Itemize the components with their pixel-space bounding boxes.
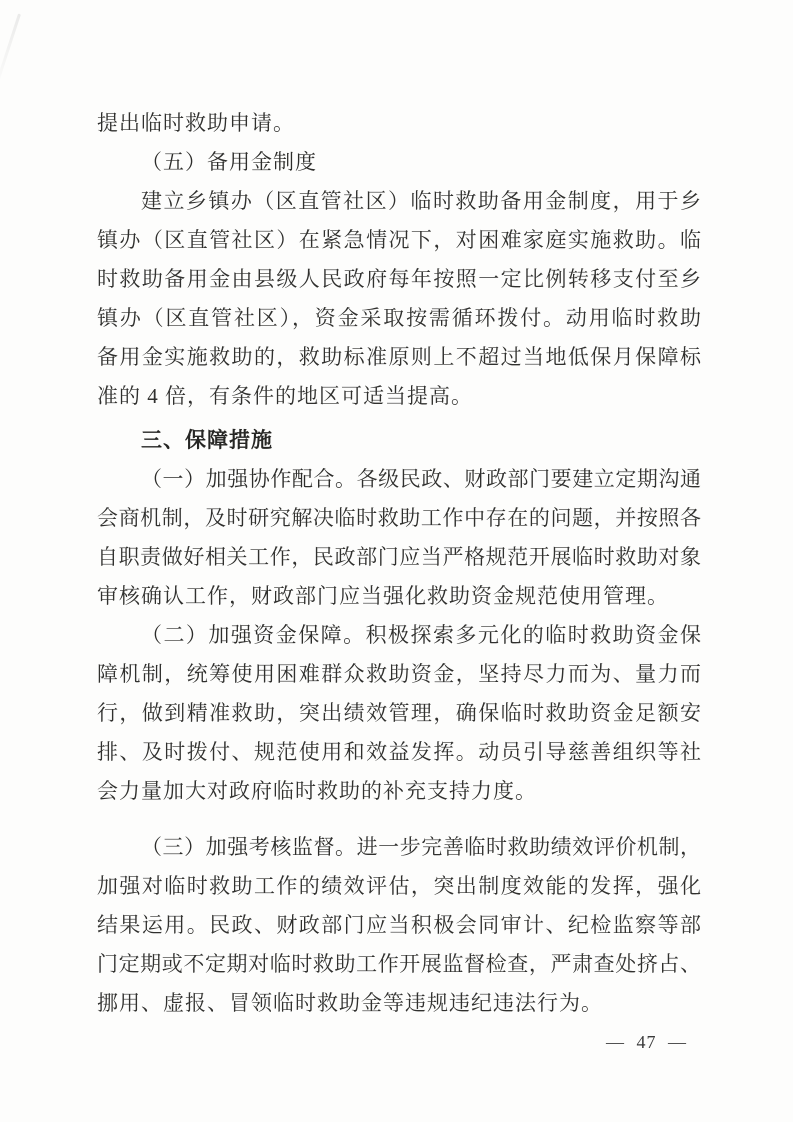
paragraph-line: 加强对临时救助工作的绩效评估，突出制度效能的发挥，强化 xyxy=(97,874,701,898)
section-heading: 三、保障措施 xyxy=(141,428,273,452)
paragraph-line: 挪用、虚报、冒领临时救助金等违规违纪违法行为。 xyxy=(97,991,603,1015)
paragraph-lead: （三）加强考核监督。 xyxy=(141,835,357,859)
paragraph-line: 准的 4 倍，有条件的地区可适当提高。 xyxy=(97,384,473,408)
paragraph-line: 排、及时拨付、规范使用和效益发挥。动员引导慈善组织等社 xyxy=(97,740,701,764)
paragraph-line: 行，做到精准救助，突出绩效管理，确保临时救助资金足额安 xyxy=(97,701,701,725)
paragraph-line: 建立乡镇办（区直管社区）临时救助备用金制度，用于乡 xyxy=(141,189,701,213)
paragraph-text: 积极探索多元化的临时救助资金保 xyxy=(365,623,702,647)
document-body xyxy=(97,104,701,1023)
subsection-heading: （五）备用金制度 xyxy=(141,150,317,174)
paragraph-line: 备用金实施救助的，救助标准原则上不超过当地低保月保障标 xyxy=(97,345,701,369)
paragraph-lead: （二）加强资金保障。 xyxy=(141,623,366,647)
paragraph-line xyxy=(97,828,701,867)
scan-artifact-top-left xyxy=(0,13,21,88)
paragraph-line: 结果运用。民政、财政部门应当积极会同审计、纪检监察等部 xyxy=(97,913,701,937)
paragraph-line: 门定期或不定期对临时救助工作开展监督检查，严肃查处挤占、 xyxy=(97,952,701,976)
paragraph-line xyxy=(97,616,701,655)
paragraph-line: 自职责做好相关工作，民政部门应当严格规范开展临时救助对象 xyxy=(97,545,701,569)
paragraph-line: 会商机制，及时研究解决临时救助工作中存在的问题，并按照各 xyxy=(97,506,701,530)
paragraph-line: 时救助备用金由县级人民政府每年按照一定比例转移支付至乡 xyxy=(97,267,701,291)
paragraph-line: 会力量加大对政府临时救助的补充支持力度。 xyxy=(97,779,537,803)
paragraph-text: 进一步完善临时救助绩效评价机制， xyxy=(356,835,702,859)
paragraph-line xyxy=(97,460,701,499)
page-number: — 47 — xyxy=(606,1032,687,1052)
paragraph-line: 障机制，统筹使用困难群众救助资金，坚持尽力而为、量力而 xyxy=(97,662,701,686)
paragraph-text: 各级民政、财政部门要建立定期沟通 xyxy=(356,467,702,491)
paragraph-lead: （一）加强协作配合。 xyxy=(141,467,357,491)
paragraph-line: 审核确认工作，财政部门应当强化救助资金规范使用管理。 xyxy=(97,584,669,608)
paragraph-line: 提出临时救助申请。 xyxy=(97,111,295,135)
paragraph-line: 镇办（区直管社区）在紧急情况下，对困难家庭实施救助。临 xyxy=(97,228,701,252)
paragraph-line: 镇办（区直管社区），资金采取按需循环拨付。动用临时救助 xyxy=(97,306,701,330)
